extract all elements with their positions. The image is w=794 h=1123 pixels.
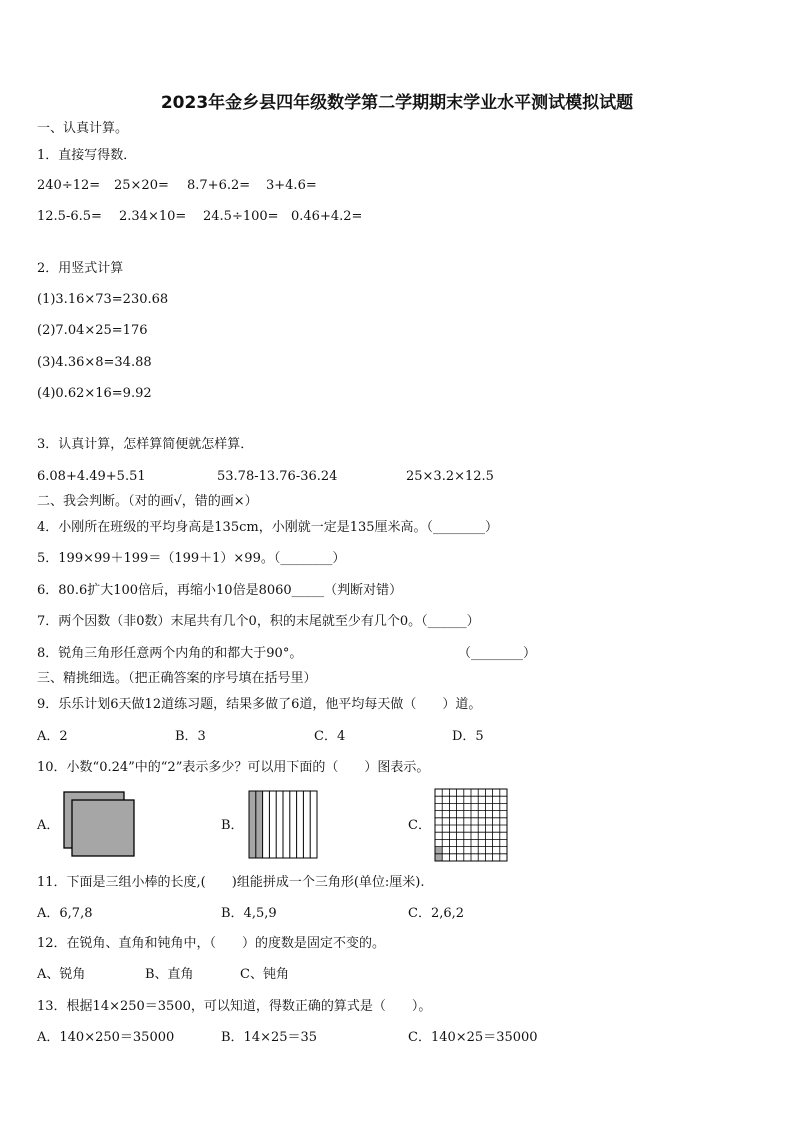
- section-3-heading: 三、精挑细选。（把正确答案的序号填在括号里）: [37, 671, 317, 686]
- q1-item: 8.7+6.2=: [187, 178, 251, 193]
- q1-item: 2.34×10=: [119, 209, 187, 224]
- q1-heading: 1．直接写得数．: [37, 148, 137, 163]
- q9-option-d: D．5: [452, 729, 484, 744]
- q11-option-b: B．4,5,9: [221, 906, 277, 921]
- q2-item: (1)3.16×73=230.68: [37, 292, 169, 307]
- figure-a-two-squares: [62, 790, 138, 858]
- q3-item: 53.78-13.76-36.24: [217, 469, 338, 484]
- q2-heading: 2．用竖式计算: [37, 261, 124, 276]
- q9-option-a: A．2: [37, 729, 68, 744]
- q5-text: 5．199×99＋199＝（199＋1）×99。（________）: [37, 551, 346, 566]
- q1-item: 24.5÷100=: [203, 209, 279, 224]
- q10-option-a: A．: [37, 818, 60, 833]
- q2-item: (2)7.04×25=176: [37, 323, 148, 338]
- q12-text: 12．在锐角、直角和钝角中，（ ）的度数是固定不变的。: [37, 936, 386, 951]
- q2-item: (3)4.36×8=34.88: [37, 355, 152, 370]
- q3-heading: 3．认真计算，怎样算简便就怎样算．: [37, 437, 254, 452]
- q1-item: 0.46+4.2=: [291, 209, 363, 224]
- q12-option-b: B、直角: [145, 967, 194, 982]
- q13-text: 13．根据14×250＝3500，可以知道，得数正确的算式是（ ）。: [37, 999, 432, 1014]
- q12-option-c: C、钝角: [240, 967, 289, 982]
- q13-option-b: B．14×25＝35: [221, 1030, 318, 1045]
- q10-option-b: B．: [221, 818, 244, 833]
- q13-option-a: A．140×250＝35000: [37, 1030, 175, 1045]
- q12-option-a: A、锐角: [37, 967, 86, 982]
- q9-option-c: C．4: [314, 729, 346, 744]
- q11-option-a: A．6,7,8: [37, 906, 93, 921]
- q13-option-c: C．140×25＝35000: [408, 1030, 538, 1045]
- q7-text: 7．两个因数（非0数）末尾共有几个0，积的末尾就至少有几个0。（______）: [37, 614, 480, 629]
- q11-option-c: C．2,6,2: [408, 906, 465, 921]
- q10-option-c: C．: [408, 818, 431, 833]
- figure-c-grid: [434, 788, 510, 862]
- q9-text: 9．乐乐计划6天做12道练习题，结果多做了6道，他平均每天做（ ）道。: [37, 697, 482, 712]
- section-1-heading: 一、认真计算。: [37, 121, 129, 136]
- q9-option-b: B．3: [175, 729, 206, 744]
- q11-text: 11．下面是三组小棒的长度,( )组能拼成一个三角形(单位:厘米).: [37, 875, 425, 890]
- q8-text: 8．锐角三角形任意两个内角的和都大于90°。: [37, 646, 303, 661]
- q10-text: 10．小数“0.24”中的“2”表示多少？可以用下面的（ ）图表示。: [37, 760, 430, 775]
- figure-b-strips: [248, 790, 320, 860]
- q3-item: 6.08+4.49+5.51: [37, 469, 146, 484]
- section-2-heading: 二、我会判断。（对的画√，错的画×）: [37, 494, 258, 509]
- q1-item: 12.5-6.5=: [37, 209, 102, 224]
- q4-text: 4．小刚所在班级的平均身高是135cm，小刚就一定是135厘米高。（________）: [37, 520, 499, 535]
- q1-item: 25×20=: [114, 178, 169, 193]
- q8-blank: （________）: [458, 646, 537, 661]
- q3-item: 25×3.2×12.5: [406, 469, 494, 484]
- q2-item: (4)0.62×16=9.92: [37, 386, 152, 401]
- q1-item: 3+4.6=: [266, 178, 317, 193]
- q1-item: 240÷12=: [37, 178, 101, 193]
- page-title: 2023年金乡县四年级数学第二学期期末学业水平测试模拟试题: [160, 93, 634, 113]
- q6-text: 6．80.6扩大100倍后，再缩小10倍是8060_____（判断对错）: [37, 583, 403, 598]
